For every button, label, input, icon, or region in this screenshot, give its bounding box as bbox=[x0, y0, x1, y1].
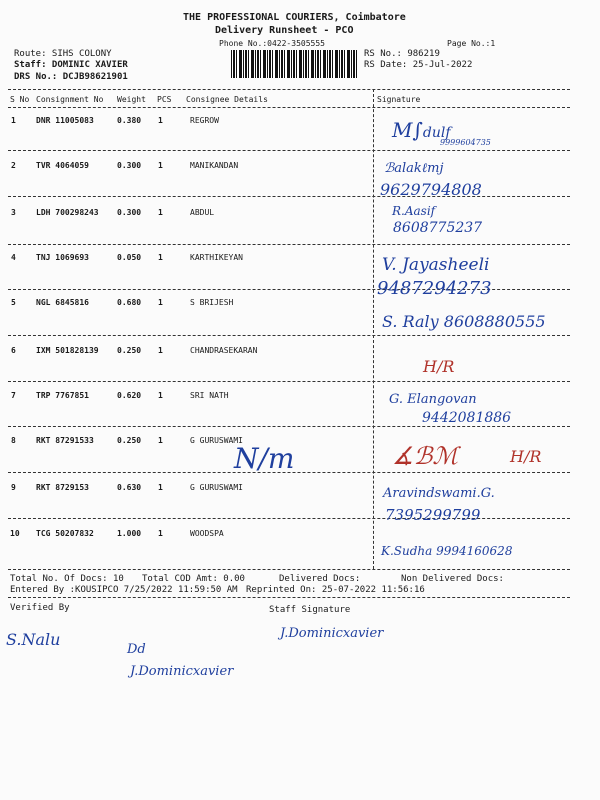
signature-column-divider bbox=[373, 89, 374, 569]
document-title: Delivery Runsheet - PCO bbox=[215, 25, 354, 36]
signature-row-5: S. Raly 8608880555 bbox=[382, 312, 546, 331]
row-sno: 7 bbox=[11, 391, 16, 400]
row-pcs: 1 bbox=[158, 436, 163, 445]
row-consignee: S BRIJESH bbox=[190, 298, 234, 307]
row-consignee: KARTHIKEYAN bbox=[190, 253, 243, 262]
row-sno: 2 bbox=[11, 161, 16, 170]
col-header-signature: Signature bbox=[377, 95, 421, 104]
signature-row-8-scribble: ∡ℬℳ bbox=[392, 442, 459, 470]
signature-row-9-name: Aravindswami.G. bbox=[383, 486, 495, 501]
signature-row-10: K.Sudha 9994160628 bbox=[381, 544, 513, 558]
row-sno: 6 bbox=[11, 346, 16, 355]
divider bbox=[8, 381, 570, 382]
row-weight: 0.050 bbox=[117, 253, 142, 262]
row-weight: 0.300 bbox=[117, 208, 142, 217]
total-docs: Total No. Of Docs: 10 bbox=[10, 574, 124, 584]
row-sno: 4 bbox=[11, 253, 16, 262]
row-sno: 9 bbox=[11, 483, 16, 492]
signature-row-3-phone: 8608775237 bbox=[393, 220, 483, 236]
divider bbox=[8, 569, 570, 570]
signature-row-8-right: H/R bbox=[510, 447, 542, 466]
signature-row-7-name: G. Elangovan bbox=[389, 392, 477, 407]
divider bbox=[8, 244, 570, 245]
divider bbox=[8, 89, 570, 90]
row-pcs: 1 bbox=[158, 298, 163, 307]
signature-row-1: M∫dulf bbox=[392, 118, 451, 142]
row-weight: 0.250 bbox=[117, 346, 142, 355]
col-header-weight: Weight bbox=[117, 95, 146, 104]
row-pcs: 1 bbox=[158, 391, 163, 400]
row-weight: 0.620 bbox=[117, 391, 142, 400]
verified-signature: S.Nalu bbox=[6, 630, 61, 649]
col-header-pcs: PCS bbox=[157, 95, 172, 104]
rs-date: RS Date: 25-Jul-2022 bbox=[364, 60, 473, 70]
page-number: Page No.:1 bbox=[447, 39, 496, 48]
divider bbox=[8, 335, 570, 336]
barcode-image bbox=[231, 50, 357, 78]
row-weight: 1.000 bbox=[117, 529, 142, 538]
row-consignee: CHANDRASEKARAN bbox=[190, 346, 258, 355]
divider bbox=[8, 107, 570, 108]
staff-name: Staff: DOMINIC XAVIER bbox=[14, 60, 128, 70]
row-consignee: WOODSPA bbox=[190, 529, 224, 538]
route: Route: SIHS COLONY bbox=[14, 49, 112, 59]
signature-row-4-name: V. Jayasheeli bbox=[382, 255, 490, 275]
row-consignee: ABDUL bbox=[190, 208, 215, 217]
signature-row-6: H/R bbox=[423, 357, 455, 376]
signature-row-8-left: N/m bbox=[234, 442, 295, 475]
row-consignee: G GURUSWAMI bbox=[190, 483, 243, 492]
drs-number: DRS No.: DCJB98621901 bbox=[14, 72, 128, 82]
delivered-docs: Delivered Docs: bbox=[279, 574, 361, 584]
row-weight: 0.300 bbox=[117, 161, 142, 170]
row-consignment: RKT 87291533 bbox=[36, 436, 94, 445]
divider bbox=[8, 150, 570, 151]
reprinted-on: Reprinted On: 25-07-2022 11:56:16 bbox=[246, 585, 425, 595]
company-name: THE PROFESSIONAL COURIERS, Coimbatore bbox=[183, 12, 406, 23]
divider bbox=[8, 426, 570, 427]
row-consignment: DNR 11005083 bbox=[36, 116, 94, 125]
row-sno: 8 bbox=[11, 436, 16, 445]
row-consignment: TVR 4064059 bbox=[36, 161, 89, 170]
row-pcs: 1 bbox=[158, 161, 163, 170]
row-consignee: MANIKANDAN bbox=[190, 161, 239, 170]
row-weight: 0.680 bbox=[117, 298, 142, 307]
row-consignee: REGROW bbox=[190, 116, 219, 125]
row-weight: 0.630 bbox=[117, 483, 142, 492]
signature-row-1-phone: 9999604735 bbox=[440, 138, 491, 147]
row-pcs: 1 bbox=[158, 116, 163, 125]
staff-signature-2: J.Dominicxavier bbox=[130, 664, 234, 679]
staff-signature-1: J.Dominicxavier bbox=[280, 626, 384, 641]
total-cod: Total COD Amt: 0.00 bbox=[142, 574, 245, 584]
divider bbox=[8, 196, 570, 197]
row-consignment: IXM 501828139 bbox=[36, 346, 99, 355]
row-pcs: 1 bbox=[158, 346, 163, 355]
row-weight: 0.250 bbox=[117, 436, 142, 445]
row-consignment: LDH 700298243 bbox=[36, 208, 99, 217]
col-header-consignment: Consignment No bbox=[36, 95, 104, 104]
row-pcs: 1 bbox=[158, 208, 163, 217]
staff-signature-label: Staff Signature bbox=[269, 605, 351, 615]
signature-row-2: ℬalakℓmj bbox=[384, 161, 444, 176]
divider bbox=[8, 597, 570, 598]
row-pcs: 1 bbox=[158, 253, 163, 262]
col-header-sno: S No bbox=[10, 95, 30, 104]
rs-number: RS No.: 986219 bbox=[364, 49, 440, 59]
row-consignment: TCG 50207832 bbox=[36, 529, 94, 538]
row-sno: 5 bbox=[11, 298, 16, 307]
signature-row-9-phone: 7395299799 bbox=[385, 506, 481, 524]
row-consignee: SRI NATH bbox=[190, 391, 229, 400]
row-consignee: G GURUSWAMI bbox=[190, 436, 243, 445]
entered-by: Entered By :KOUSIPCO 7/25/2022 11:59:50 AM bbox=[10, 585, 238, 595]
verified-by-label: Verified By bbox=[10, 603, 70, 613]
non-delivered-docs: Non Delivered Docs: bbox=[401, 574, 504, 584]
row-sno: 1 bbox=[11, 116, 16, 125]
row-consignment: NGL 6845816 bbox=[36, 298, 89, 307]
row-consignment: RKT 8729153 bbox=[36, 483, 89, 492]
row-pcs: 1 bbox=[158, 483, 163, 492]
signature-row-7-phone: 9442081886 bbox=[422, 410, 512, 426]
row-sno: 10 bbox=[10, 529, 20, 538]
signature-row-2-phone: 9629794808 bbox=[380, 180, 482, 199]
phone-number: Phone No.:0422-3505555 bbox=[219, 39, 325, 48]
row-pcs: 1 bbox=[158, 529, 163, 538]
row-sno: 3 bbox=[11, 208, 16, 217]
col-header-consignee: Consignee Details bbox=[186, 95, 268, 104]
divider bbox=[8, 518, 570, 519]
initials-mark: Dd bbox=[127, 642, 146, 657]
signature-row-4-phone: 9487294273 bbox=[377, 278, 492, 299]
signature-row-3-name: R.Aasif bbox=[392, 204, 436, 218]
row-consignment: TRP 7767851 bbox=[36, 391, 89, 400]
row-consignment: TNJ 1069693 bbox=[36, 253, 89, 262]
row-weight: 0.380 bbox=[117, 116, 142, 125]
